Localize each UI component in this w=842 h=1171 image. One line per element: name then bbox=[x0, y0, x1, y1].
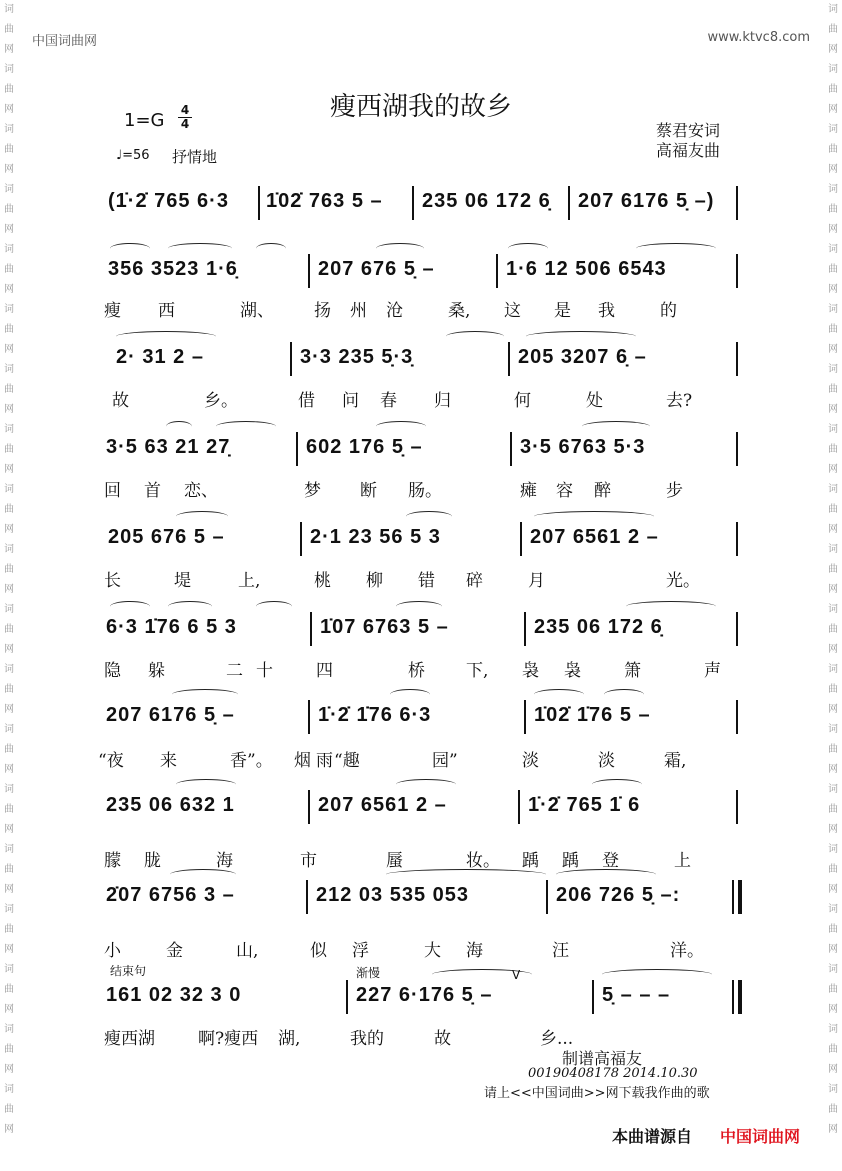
bar-line bbox=[736, 186, 738, 220]
ending-label: 结束句 bbox=[110, 964, 147, 978]
watermark-text: 词曲网 bbox=[4, 964, 14, 1015]
bar-line bbox=[736, 790, 738, 824]
measure-group: 212 03 535 053 bbox=[316, 884, 470, 906]
measure-group: 3·3 235 5̣·3̣ bbox=[300, 346, 414, 368]
key-signature: 1=G bbox=[124, 110, 165, 131]
bar-line bbox=[310, 612, 312, 646]
lyric-word: 十 bbox=[256, 661, 273, 681]
lyric-word: 桥 bbox=[408, 661, 425, 681]
time-signature bbox=[178, 104, 192, 131]
watermark-text: 词曲网 bbox=[4, 664, 14, 715]
measure-group: 205 3207 6̣ – bbox=[518, 346, 647, 368]
lyric-word: 恋、 bbox=[184, 481, 218, 501]
watermark-text: 词曲网 bbox=[4, 64, 14, 115]
lyric-word: 踽 bbox=[562, 851, 579, 871]
measure-group: 235 06 632 1 bbox=[106, 794, 235, 816]
measure-group: 2· 31 2 – bbox=[116, 346, 204, 368]
lyric-word: 袅 bbox=[564, 661, 581, 681]
lyric-word: 淡 bbox=[522, 751, 539, 771]
watermark-text: 词曲网 bbox=[828, 604, 838, 655]
measure-group: 205 676 5 – bbox=[108, 526, 225, 548]
lyric-word: 堤 bbox=[174, 571, 191, 591]
measure-group: 1·6 12 506 6543 bbox=[506, 258, 667, 280]
right-watermark-strip bbox=[824, 0, 842, 1171]
watermark-text: 词曲网 bbox=[4, 364, 14, 415]
lyric-word: 大 bbox=[424, 941, 441, 961]
measure-group: 3·5 6763 5·3 bbox=[520, 436, 646, 458]
measure-group: 161 02 32 3 0 bbox=[106, 984, 242, 1006]
measure-group: 207 6176 5̣ – bbox=[106, 704, 235, 726]
bar-line bbox=[296, 432, 298, 466]
bar-line bbox=[592, 980, 594, 1014]
score-row bbox=[106, 182, 744, 228]
lyric-word: 光。 bbox=[666, 571, 700, 591]
watermark-text: 词曲网 bbox=[828, 844, 838, 895]
measure-group: (1̇·2̇ 765 6·3 bbox=[108, 190, 229, 212]
lyric-word: 碎 bbox=[466, 571, 483, 591]
lyric-word: 下, bbox=[466, 661, 489, 681]
slur bbox=[168, 601, 212, 612]
id-date: 00190408178 2014.10.30 bbox=[528, 1066, 698, 1081]
watermark-text: 词曲网 bbox=[828, 544, 838, 595]
lyric-word: 金 bbox=[166, 941, 183, 961]
measure-group: 1̇02̇ 763 5 – bbox=[266, 190, 383, 212]
lyric-word: 啊?瘦西 bbox=[198, 1029, 259, 1049]
lyric-word: 梦 bbox=[304, 481, 321, 501]
lyric-word: 醉 bbox=[594, 481, 611, 501]
watermark-text: 词曲网 bbox=[4, 124, 14, 175]
lyric-word: 湖, bbox=[278, 1029, 301, 1049]
lyric-word: 山, bbox=[236, 941, 259, 961]
lyric-word: 躲 bbox=[148, 661, 165, 681]
watermark-text: 词曲网 bbox=[828, 424, 838, 475]
measure-group: 1̇·2̇ 1̇76 6·3 bbox=[318, 704, 432, 726]
lyric-word: 袅 bbox=[522, 661, 539, 681]
score-row bbox=[106, 876, 744, 922]
bar-line bbox=[518, 790, 520, 824]
watermark-text: 词曲网 bbox=[828, 484, 838, 535]
lyric-word: 乡... bbox=[540, 1029, 574, 1049]
slur bbox=[396, 779, 456, 790]
bar-line bbox=[308, 700, 310, 734]
site-name: 中国词曲网 bbox=[32, 34, 98, 49]
lyric-word: 胧 bbox=[144, 851, 161, 871]
measure-group: 235 06 172 6̣ bbox=[422, 190, 551, 212]
lyric-word: 湖、 bbox=[240, 301, 274, 321]
slur bbox=[508, 243, 548, 254]
score-row bbox=[106, 976, 744, 1022]
slur bbox=[446, 331, 504, 342]
composer-credit: 高福友曲 bbox=[656, 141, 721, 160]
measure-group: 2̇07 6756 3 – bbox=[106, 884, 235, 906]
site-url[interactable]: www.ktvc8.com bbox=[707, 30, 810, 45]
bar-line bbox=[520, 522, 522, 556]
bar-line bbox=[308, 254, 310, 288]
lyric-word: 何 bbox=[514, 391, 531, 411]
song-title: 瘦西湖我的故乡 bbox=[329, 92, 512, 122]
lyric-word: 海 bbox=[466, 941, 483, 961]
measure-group: 235 06 172 6̣ bbox=[534, 616, 663, 638]
measure-group: 6·3 1̇76 6 5 3 bbox=[106, 616, 237, 638]
bar-line bbox=[290, 342, 292, 376]
bar-line bbox=[732, 980, 734, 1014]
measure-group: 356 3523 1·6̣ bbox=[108, 258, 238, 280]
slur bbox=[166, 421, 192, 432]
watermark-text: 词曲网 bbox=[828, 244, 838, 295]
slur bbox=[526, 331, 636, 342]
watermark-text: 词曲网 bbox=[828, 184, 838, 235]
measure-group: 206 726 5̣ –: bbox=[556, 884, 681, 906]
lyric-word: 去? bbox=[666, 391, 693, 411]
bar-line bbox=[546, 880, 548, 914]
slur bbox=[376, 243, 424, 254]
slur bbox=[626, 601, 716, 612]
score-row bbox=[106, 250, 744, 296]
bar-line bbox=[736, 342, 738, 376]
lyric-word: 霜, bbox=[664, 751, 687, 771]
slur bbox=[110, 243, 150, 254]
lyric-word: 步 bbox=[666, 481, 683, 501]
lyric-word: 四 bbox=[316, 661, 333, 681]
lyric-word: 浮 bbox=[352, 941, 369, 961]
bar-line bbox=[568, 186, 570, 220]
breath-mark: V bbox=[512, 968, 521, 982]
download-note: 请上<<中国词曲>>网下载我作曲的歌 bbox=[484, 1086, 710, 1101]
lyric-word: 上 bbox=[674, 851, 691, 871]
lyric-word: 瘦 bbox=[104, 301, 121, 321]
bar-line bbox=[732, 880, 734, 914]
watermark-text: 词曲网 bbox=[828, 724, 838, 775]
lyric-word: 市 bbox=[300, 851, 317, 871]
lyric-word: 隐 bbox=[104, 661, 121, 681]
lyric-word: 柳 bbox=[366, 571, 383, 591]
expression-marking: 抒情地 bbox=[172, 148, 218, 166]
meter-bottom: 4 bbox=[178, 117, 192, 131]
lyric-word: 月 bbox=[528, 571, 545, 591]
lyric-word: 洋。 bbox=[670, 941, 704, 961]
lyricist-credit: 蔡君安词 bbox=[656, 121, 721, 140]
lyric-word: 错 bbox=[418, 571, 435, 591]
watermark-text: 词曲网 bbox=[4, 4, 14, 55]
lyric-word: 乡。 bbox=[204, 391, 238, 411]
lyric-word: 首 bbox=[144, 481, 161, 501]
measure-group: 227 6·176 5̣ – bbox=[356, 984, 493, 1006]
lyric-word: 我的 bbox=[350, 1029, 384, 1049]
watermark-text: 词曲网 bbox=[828, 364, 838, 415]
lyric-word: 长 bbox=[104, 571, 121, 591]
watermark-text: 词曲网 bbox=[828, 1024, 838, 1075]
slur bbox=[636, 243, 716, 254]
lyric-word: 园” bbox=[432, 751, 458, 771]
watermark-text: 词曲网 bbox=[828, 784, 838, 835]
lyric-word: 声 bbox=[704, 661, 721, 681]
bar-line bbox=[306, 880, 308, 914]
bar-line bbox=[346, 980, 348, 1014]
final-bar-line bbox=[738, 980, 742, 1014]
slur bbox=[176, 511, 228, 522]
slur bbox=[168, 243, 232, 254]
bar-line bbox=[496, 254, 498, 288]
lyric-word: 故 bbox=[434, 1029, 451, 1049]
source-label: 本曲谱源自 bbox=[612, 1127, 693, 1146]
bar-line bbox=[412, 186, 414, 220]
lyric-word: 州 bbox=[350, 301, 367, 321]
bar-line bbox=[736, 700, 738, 734]
lyric-word: 借 bbox=[298, 391, 315, 411]
slur bbox=[592, 779, 642, 790]
left-watermark-strip bbox=[0, 0, 18, 1171]
lyric-word: 箫 bbox=[624, 661, 641, 681]
lyric-word: 回 bbox=[104, 481, 121, 501]
slur bbox=[376, 421, 426, 432]
lyric-word: 沧 bbox=[386, 301, 403, 321]
watermark-text: 词曲网 bbox=[828, 664, 838, 715]
lyric-word: 汪 bbox=[552, 941, 569, 961]
lyric-word: 问 bbox=[342, 391, 359, 411]
lyric-word: 西 bbox=[158, 301, 175, 321]
measure-group: 2·1 23 56 5 3 bbox=[310, 526, 441, 548]
watermark-text: 词曲网 bbox=[4, 784, 14, 835]
lyric-word: “趣 bbox=[334, 751, 360, 771]
measure-group: 1̇·2̇ 765 1̇ 6 bbox=[528, 794, 641, 816]
bar-line bbox=[510, 432, 512, 466]
lyric-word: 朦 bbox=[104, 851, 121, 871]
arranger-credit: 制谱高福友 bbox=[562, 1049, 643, 1068]
slur bbox=[256, 601, 292, 612]
lyric-word: 处 bbox=[586, 391, 603, 411]
lyric-word: 故 bbox=[112, 391, 129, 411]
repeat-bar-line bbox=[738, 880, 742, 914]
slur bbox=[602, 969, 712, 980]
lyric-word: 登 bbox=[602, 851, 619, 871]
measure-group: 207 676 5̣ – bbox=[318, 258, 435, 280]
watermark-text: 词曲网 bbox=[4, 604, 14, 655]
lyric-word: 断 bbox=[360, 481, 377, 501]
slur bbox=[534, 511, 654, 522]
bar-line bbox=[736, 522, 738, 556]
watermark-text: 词曲网 bbox=[4, 244, 14, 295]
lyric-word: 的 bbox=[660, 301, 677, 321]
slur bbox=[396, 601, 442, 612]
lyric-word: 妆。 bbox=[466, 851, 500, 871]
lyric-word: 瘦西湖 bbox=[104, 1029, 155, 1049]
slur bbox=[406, 511, 452, 522]
slur bbox=[216, 421, 276, 432]
lyric-word: 瘫 bbox=[520, 481, 537, 501]
watermark-text: 词曲网 bbox=[828, 64, 838, 115]
bar-line bbox=[524, 612, 526, 646]
lyric-word: 海 bbox=[216, 851, 233, 871]
lyric-word: 桑, bbox=[448, 301, 471, 321]
slur bbox=[256, 243, 286, 254]
measure-group: 3·5 63 21 27̣ bbox=[106, 436, 231, 458]
score-row bbox=[106, 608, 744, 654]
watermark-text: 词曲网 bbox=[828, 1084, 838, 1135]
measure-group: 1̇02̇ 1̇76 5 – bbox=[534, 704, 651, 726]
slur bbox=[172, 689, 238, 700]
measure-group: 1̇07 6763 5 – bbox=[320, 616, 449, 638]
lyric-word: 雨 bbox=[316, 751, 333, 771]
bar-line bbox=[258, 186, 260, 220]
bar-line bbox=[308, 790, 310, 824]
score-row bbox=[106, 428, 744, 474]
watermark-text: 词曲网 bbox=[828, 124, 838, 175]
watermark-text: 词曲网 bbox=[4, 844, 14, 895]
lyric-word: 是 bbox=[554, 301, 571, 321]
watermark-text: 词曲网 bbox=[4, 304, 14, 355]
lyric-word: 似 bbox=[310, 941, 327, 961]
watermark-text: 词曲网 bbox=[828, 904, 838, 955]
lyric-word: 烟 bbox=[294, 751, 311, 771]
lyric-word: 扬 bbox=[314, 301, 331, 321]
slur bbox=[116, 331, 216, 342]
lyric-word: 我 bbox=[598, 301, 615, 321]
watermark-text: 词曲网 bbox=[4, 1024, 14, 1075]
measure-group: 207 6561 2 – bbox=[530, 526, 659, 548]
meter-top: 4 bbox=[180, 103, 190, 117]
score-row bbox=[106, 518, 744, 564]
lyric-word: 二 bbox=[226, 661, 243, 681]
measure-group: 5̣ – – – bbox=[602, 984, 671, 1006]
watermark-text: 词曲网 bbox=[4, 1084, 14, 1135]
watermark-text: 词曲网 bbox=[828, 304, 838, 355]
score-row bbox=[106, 696, 744, 742]
watermark-text: 词曲网 bbox=[4, 424, 14, 475]
watermark-text: 词曲网 bbox=[4, 724, 14, 775]
lyric-word: 淡 bbox=[598, 751, 615, 771]
lyric-word: 来 bbox=[160, 751, 177, 771]
slur bbox=[582, 421, 650, 432]
source-site-link[interactable]: 中国词曲网 bbox=[720, 1127, 801, 1146]
measure-group: 207 6561 2 – bbox=[318, 794, 447, 816]
lyric-word: 容 bbox=[556, 481, 573, 501]
score-row bbox=[106, 338, 744, 384]
measure-group: 207 6176 5̣ –) bbox=[578, 190, 715, 212]
lyric-word: 香”。 bbox=[230, 751, 273, 771]
lyric-word: 蜃 bbox=[386, 851, 403, 871]
watermark-text: 词曲网 bbox=[4, 184, 14, 235]
watermark-text: 词曲网 bbox=[828, 4, 838, 55]
bar-line bbox=[524, 700, 526, 734]
slur bbox=[534, 689, 584, 700]
lyric-word: 小 bbox=[104, 941, 121, 961]
slur bbox=[604, 689, 644, 700]
lyric-word: 踽 bbox=[522, 851, 539, 871]
lyric-word: 肠。 bbox=[408, 481, 442, 501]
tempo-marking: ♩=56 bbox=[116, 148, 150, 163]
bar-line bbox=[508, 342, 510, 376]
lyric-word: 春 bbox=[380, 391, 397, 411]
lyric-word: “夜 bbox=[98, 751, 124, 771]
lyric-word: 桃 bbox=[314, 571, 331, 591]
slur bbox=[390, 689, 430, 700]
watermark-text: 词曲网 bbox=[4, 544, 14, 595]
bar-line bbox=[736, 254, 738, 288]
lyric-word: 上, bbox=[238, 571, 261, 591]
slur bbox=[176, 779, 236, 790]
watermark-text: 词曲网 bbox=[828, 964, 838, 1015]
slur bbox=[110, 601, 150, 612]
lyric-word: 这 bbox=[504, 301, 521, 321]
watermark-text: 词曲网 bbox=[4, 484, 14, 535]
watermark-text: 词曲网 bbox=[4, 904, 14, 955]
bar-line bbox=[300, 522, 302, 556]
lyric-word: 归 bbox=[434, 391, 451, 411]
bar-line bbox=[736, 432, 738, 466]
ritardando-label: 渐慢 bbox=[356, 966, 381, 980]
score-row bbox=[106, 786, 744, 832]
bar-line bbox=[736, 612, 738, 646]
measure-group: 602 176 5̣ – bbox=[306, 436, 423, 458]
